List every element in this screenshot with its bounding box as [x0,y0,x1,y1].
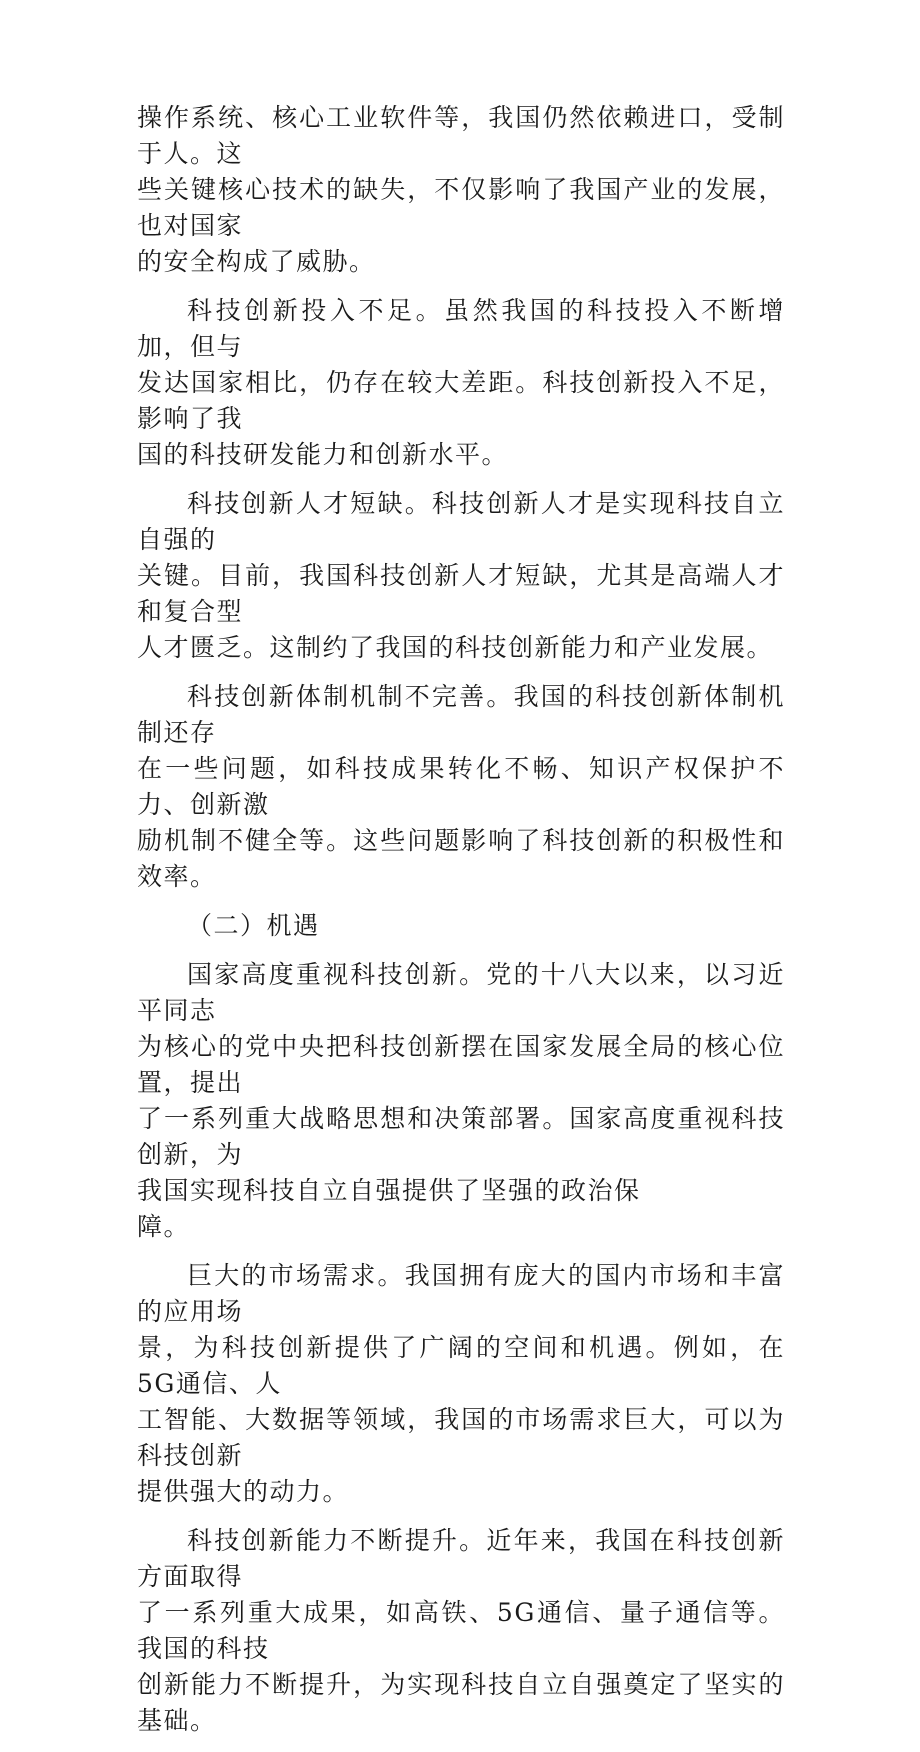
text-line: 国的科技研发能力和创新水平。 [137,440,509,469]
paragraph-national-priority [137,957,785,1245]
document-body [137,100,785,1752]
text-line: 些关键核心技术的缺失，不仅影响了我国产业的发展，也对国家 [137,175,785,240]
text-line: 创新能力不断提升，为实现科技自立自强奠定了坚实的基础。 [137,1670,785,1735]
text-line: 巨大的市场需求。我国拥有庞大的国内市场和丰富的应用场 [137,1261,785,1326]
text-line: 关键。目前，我国科技创新人才短缺，尤其是高端人才和复合型 [137,561,785,626]
heading-text: （二）机遇 [187,911,320,940]
text-line: 操作系统、核心工业软件等，我国仍然依赖进口，受制于人。这 [137,103,785,168]
text-line: 提供强大的动力。 [137,1477,350,1506]
paragraph-capability-growth [137,1523,785,1739]
paragraph-institution-mechanism [137,679,785,895]
paragraph-talent-shortage [137,486,785,666]
text-line: 人才匮乏。这制约了我国的科技创新能力和产业发展。 [137,633,774,662]
text-line: 了一系列重大战略思想和决策部署。国家高度重视科技创新，为 [137,1104,785,1169]
text-line: 国家高度重视科技创新。党的十八大以来，以习近平同志 [137,960,785,1025]
section-heading-opportunities [137,908,785,944]
text-line: 障。 [137,1212,191,1241]
text-line: 我国实现科技自立自强提供了坚强的政治保 [137,1176,641,1205]
text-line: 科技创新能力不断提升。近年来，我国在科技创新方面取得 [137,1526,785,1591]
text-line: 励机制不健全等。这些问题影响了科技创新的积极性和效率。 [137,826,785,891]
text-line: 科技创新人才短缺。科技创新人才是实现科技自立自强的 [137,489,785,554]
text-line: 科技创新投入不足。虽然我国的科技投入不断增加，但与 [137,296,785,361]
text-line: 在一些问题，如科技成果转化不畅、知识产权保护不力、创新激 [137,754,785,819]
paragraph-investment-shortage [137,293,785,473]
text-line: 发达国家相比，仍存在较大差距。科技创新投入不足，影响了我 [137,368,785,433]
paragraph-market-demand [137,1258,785,1510]
text-line: 了一系列重大成果，如高铁、5G通信、量子通信等。我国的科技 [137,1598,785,1663]
text-line: 工智能、大数据等领域，我国的市场需求巨大，可以为科技创新 [137,1405,785,1470]
paragraph-core-tech-dependency [137,100,785,280]
text-line: 为核心的党中央把科技创新摆在国家发展全局的核心位置，提出 [137,1032,785,1097]
text-line: 景，为科技创新提供了广阔的空间和机遇。例如，在5G通信、人 [137,1333,785,1398]
text-line: 科技创新体制机制不完善。我国的科技创新体制机制还存 [137,682,785,747]
text-line: 的安全构成了威胁。 [137,247,376,276]
